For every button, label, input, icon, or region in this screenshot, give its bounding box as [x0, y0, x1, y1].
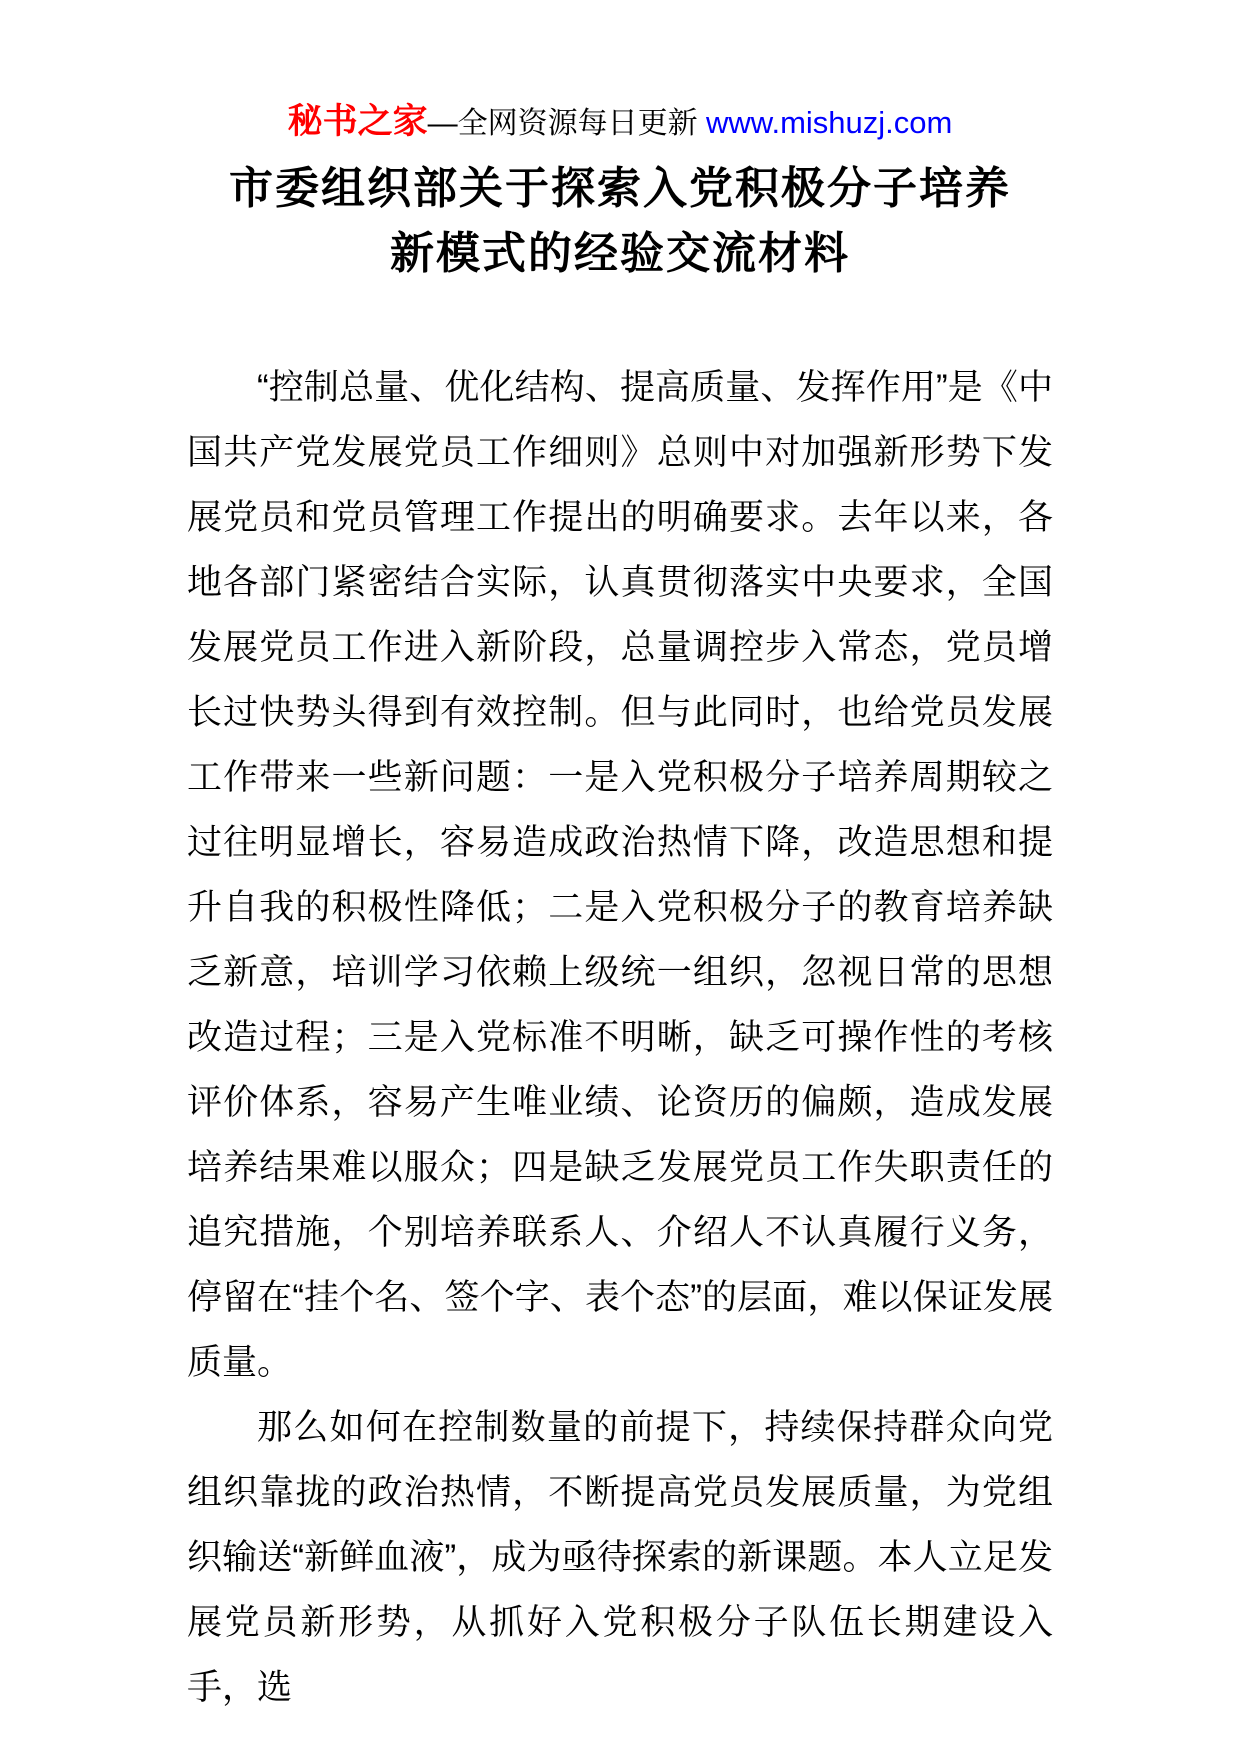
body-paragraph-2: 那么如何在控制数量的前提下，持续保持群众向党组织靠拢的政治热情，不断提高党员发展质量，为党组织输送“新鲜血液”，成为亟待探索的新课题。本人立足发展党员新形势，从抓好入党积极分子队伍长期建设入手，选 — [187, 1408, 1053, 1707]
site-tagline: —全网资源每日更新 — [427, 107, 707, 140]
document-title-line2: 新模式的经验交流材料 — [390, 229, 850, 278]
document-body — [187, 355, 1053, 1720]
document-title — [0, 156, 1240, 286]
body-paragraph-1: “控制总量、优化结构、提高质量、发挥作用”是《中国共产党发展党员工作细则》总则中对加强新形势下发展党员和党员管理工作提出的明确要求。去年以来，各地各部门紧密结合实际，认真贯彻落实中央要求，全国发展党员工作进入新阶段，总量调控步入常态，党员增长过快势头得到有效控制。但与此同时，也给党员发展工作带来一些新问题：一是入党积极分子培养周期较之过往明显增长，容易造成政治热情下降，改造思想和提升自我的积极性降低；二是入党积极分子的教育培养缺乏新意，培训学习依赖上级统一组织，忽视日常的思想改造过程；三是入党标准不明晰，缺乏可操作性的考核评价体系，容易产生唯业绩、论资历的偏颇，造成发展培养结果难以服众；四是缺乏发展党员工作失职责任的追究措施，个别培养联系人、介绍人不认真履行义务，停留在“挂个名、签个字、表个态”的层面，难以保证发展质量。 — [187, 368, 1054, 1382]
document-title-line1: 市委组织部关于探索入党积极分子培养 — [229, 164, 1011, 213]
site-brand: 秘书之家 — [287, 102, 428, 141]
site-header — [0, 100, 1240, 151]
site-url-link[interactable]: www.mishuzj.com — [706, 105, 953, 140]
